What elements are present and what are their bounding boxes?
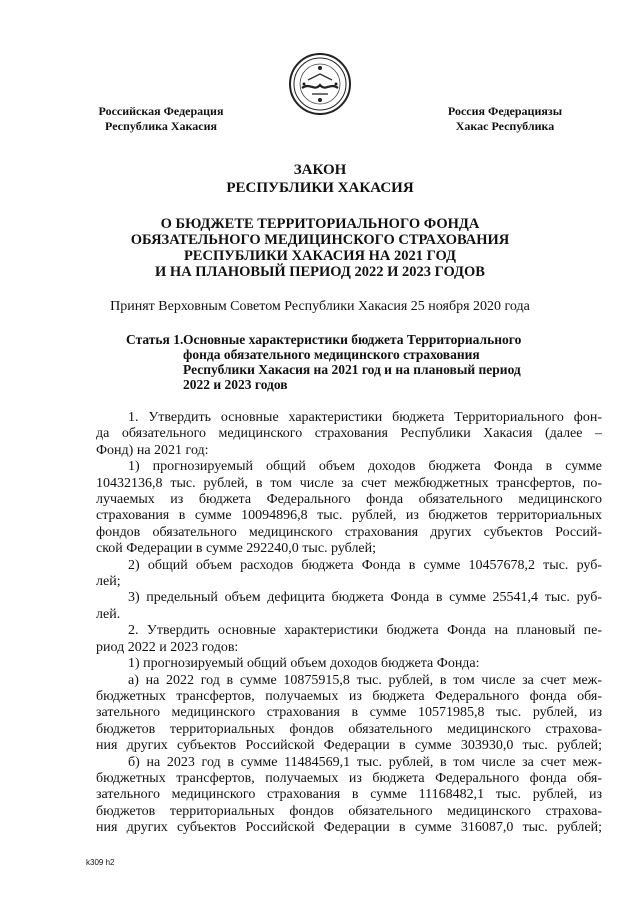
body-line: 2. Утвердить основные характеристики бюджета Фонда на плановый пе- — [128, 623, 602, 639]
body-line: 10432136,8 тыс. рублей, в том числе за счет межбюджетных трансфертов, по- — [96, 475, 602, 491]
article-title-line: 2022 и 2023 годов — [183, 377, 288, 392]
body-line: лей; — [96, 574, 121, 590]
header-right — [430, 104, 580, 134]
body-line: бюджетных трансфертов, получаемых из бюджета Федерального фонда обя- — [96, 688, 602, 704]
article-title-line: Основные характеристики бюджета Территориального — [183, 332, 522, 347]
body-line: ния других субъектов Российской Федерации в сумме 316087,0 тыс. рублей; — [96, 820, 602, 836]
article-title-line: Республики Хакасия на 2021 год и на плановый период — [183, 362, 521, 377]
body-line: бюджетов территориальных фондов обязательного медицинского страхова- — [96, 721, 602, 737]
body-line: страхования в сумме 10094896,8 тыс. рублей, из бюджетов территориальных — [96, 508, 602, 524]
article-title-line: фонда обязательного медицинского страхования — [183, 347, 480, 362]
body-line: лучаемых из бюджета Федерального фонда обязательного медицинского — [96, 492, 602, 508]
body-line: 1. Утвердить основные характеристики бюджета Территориального фон- — [128, 410, 602, 425]
body-line: ния других субъектов Российской Федерации в сумме 303930,0 тыс. рублей; — [96, 738, 602, 754]
body-line: лей. — [96, 606, 121, 622]
header-left-line2: Республика Хакасия — [105, 119, 217, 133]
body-line: б) на 2023 год в сумме 11484569,1 тыс. рублей, в том числе за счет меж- — [128, 754, 602, 770]
subject-line: О БЮДЖЕТЕ ТЕРРИТОРИАЛЬНОГО ФОНДА — [160, 216, 480, 232]
article-body — [96, 410, 602, 837]
body-line: ской Федерации в сумме 292240,0 тыс. рублей; — [96, 541, 377, 557]
body-line: бюджетов территориальных фондов обязательного медицинского страхова- — [96, 803, 602, 819]
header-left-line1: Российская Федерация — [98, 104, 224, 118]
law-title: ЗАКОН — [293, 162, 347, 178]
body-line: бюджетных трансфертов, получаемых из бюджета Федерального фонда обя- — [96, 770, 602, 786]
body-line: 1) прогнозируемый общий объем доходов бюджета Фонда в сумме — [128, 459, 602, 475]
article-label: Статья 1. — [126, 332, 184, 347]
body-line: зательного медицинского страхования в сумме 10571985,8 тыс. рублей, из — [96, 705, 602, 721]
body-line: фондов обязательного медицинского страхования других субъектов Россий- — [96, 524, 602, 540]
body-line: 1) прогнозируемый общий объем доходов бюджета Фонда: — [128, 656, 480, 672]
article-title — [183, 332, 593, 392]
coat-of-arms-seal — [288, 52, 352, 116]
body-line: 3) предельный объем дефицита бюджета Фонда в сумме 25541,4 тыс. руб- — [128, 590, 602, 606]
body-line: да обязательного медицинского страхования Республики Хакасия (далее – — [96, 426, 602, 442]
adoption-note: Принят Верховным Советом Республики Хакасия 25 ноября 2020 года — [110, 299, 530, 314]
body-line: риод 2022 и 2023 годов: — [96, 639, 239, 655]
law-subject — [0, 216, 640, 280]
header-right-line2: Хакас Республика — [455, 119, 555, 133]
subject-line: И НА ПЛАНОВЫЙ ПЕРИОД 2022 И 2023 ГОДОВ — [155, 264, 485, 280]
header-right-line1: Россия Федерациязы — [447, 104, 563, 118]
body-line: а) на 2022 год в сумме 10875915,8 тыс. рублей, в том числе за счет меж- — [128, 672, 602, 688]
footer-code: k309 h2 — [86, 858, 115, 867]
body-line: Фонд) на 2021 год: — [96, 442, 209, 458]
body-line: 2) общий объем расходов бюджета Фонда в сумме 10457678,2 тыс. руб- — [128, 557, 602, 573]
subject-line: ОБЯЗАТЕЛЬНОГО МЕДИЦИНСКОГО СТРАХОВАНИЯ — [130, 232, 510, 248]
header-left — [86, 104, 236, 134]
law-issuer: РЕСПУБЛИКИ ХАКАСИЯ — [226, 180, 414, 196]
subject-line: РЕСПУБЛИКИ ХАКАСИЯ НА 2021 ГОД — [183, 248, 457, 264]
body-line: зательного медицинского страхования в сумме 11168482,1 тыс. рублей, из — [96, 787, 602, 803]
